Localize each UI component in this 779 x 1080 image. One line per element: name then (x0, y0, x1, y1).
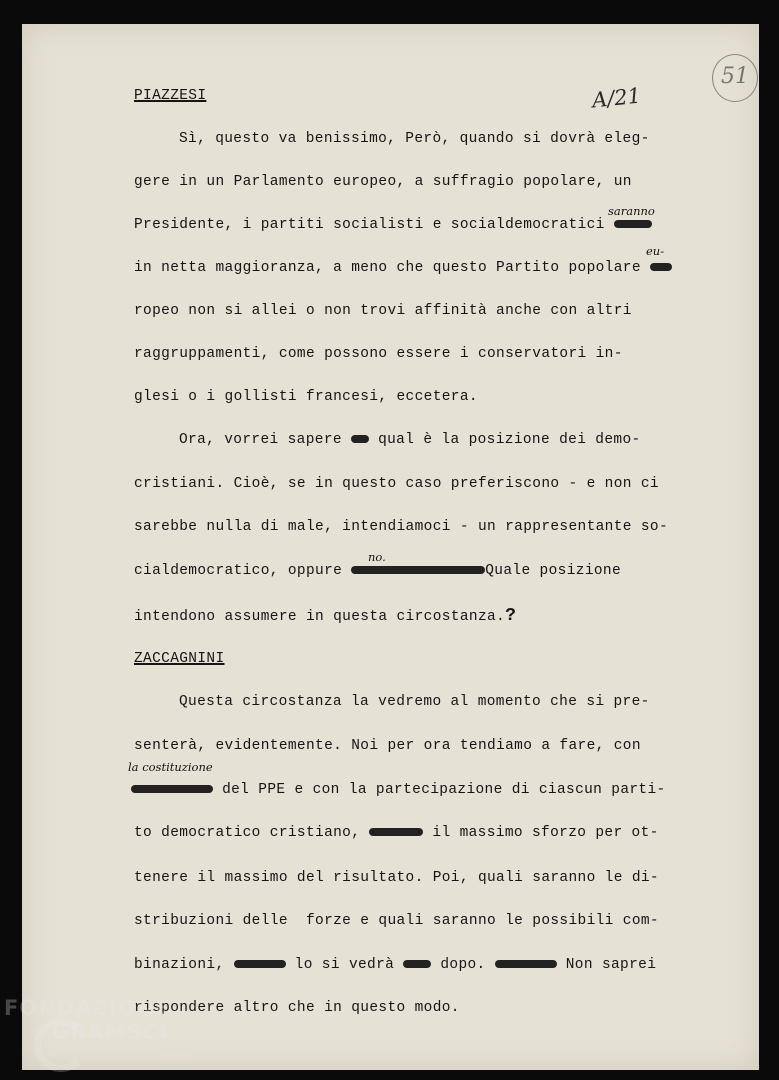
redaction (369, 828, 423, 836)
text-line (134, 260, 672, 276)
text-line: stribuzioni delle forze e quali saranno le possibili com- (134, 913, 659, 929)
text-line: sarebbe nulla di male, intendiamoci - un rappresentante so- (134, 519, 669, 535)
redaction (351, 566, 485, 574)
text-segment: lo si vedrà (294, 957, 395, 973)
text-segment: Non saprei (565, 957, 657, 973)
watermark-fondazione: FONDAZIONE (4, 996, 171, 1020)
text-line (134, 957, 656, 973)
text-line: tenere il massimo del risultato. Poi, quali saranno le di- (134, 870, 659, 886)
text-line (134, 825, 659, 841)
text-segment: cialdemocratico, oppure (134, 563, 343, 579)
text-segment: binazioni, (134, 957, 225, 973)
text-segment: in netta maggioranza, a meno che questo Partito popolare (134, 260, 641, 276)
text-line (134, 606, 516, 626)
text-segment: dopo. (440, 957, 486, 973)
handwritten-note: eu- (646, 244, 665, 258)
text-line: senterà, evidentemente. Noi per ora tendiamo a fare, con (134, 738, 641, 754)
folio-mark: A/21 (590, 83, 643, 113)
text-line: cristiani. Cioè, se in questo caso preferiscono - e non ci (134, 476, 659, 492)
redaction (351, 435, 369, 443)
text-segment: to democratico cristiano, (134, 825, 361, 841)
redaction (403, 960, 431, 968)
text-line (134, 217, 652, 233)
text-line (131, 782, 666, 798)
text-line: raggruppamenti, come possono essere i conservatori in- (134, 346, 623, 362)
speaker-zaccagnini: ZACCAGNINI (134, 651, 225, 667)
redaction (614, 220, 652, 228)
handwritten-note: no. (368, 550, 386, 564)
text-line (134, 563, 621, 579)
redaction (650, 263, 672, 271)
archive-number-stamp: 51 (712, 54, 758, 102)
redaction (234, 960, 286, 968)
text-segment: intendono assumere in questa circostanza. (134, 609, 506, 625)
text-line: rispondere altro che in questo modo. (134, 1000, 460, 1016)
handwritten-note: la costituzione (128, 760, 213, 774)
text-line: glesi o i gollisti francesi, eccetera. (134, 389, 478, 405)
text-line: gere in un Parlamento europeo, a suffragio popolare, un (134, 174, 632, 190)
handwritten-question-mark: ? (505, 606, 517, 626)
text-line: Sì, questo va benissimo, Però, quando si dovrà eleg- (179, 131, 650, 147)
text-line (179, 432, 641, 448)
handwritten-note: saranno (608, 204, 655, 218)
text-segment: qual è la posizione dei demo- (378, 432, 641, 448)
redaction (495, 960, 557, 968)
speaker-piazzesi: PIAZZESI (134, 88, 207, 104)
text-segment: Ora, vorrei sapere (179, 432, 342, 448)
redaction (131, 785, 213, 793)
text-segment: il massimo sforzo per ot- (432, 825, 659, 841)
text-segment: Quale posizione (485, 563, 622, 579)
text-segment: Presidente, i partiti socialisti e socialdemocratici (134, 217, 605, 233)
text-line: ropeo non si allei o non trovi affinità anche con altri (134, 303, 632, 319)
text-line: Questa circostanza la vedremo al momento che si pre- (179, 694, 650, 710)
watermark-onlus: onlus (160, 1050, 190, 1063)
text-segment: del PPE e con la partecipazione di ciascun parti- (222, 782, 666, 798)
watermark-gramsci: GRAMSCI (52, 1020, 168, 1044)
